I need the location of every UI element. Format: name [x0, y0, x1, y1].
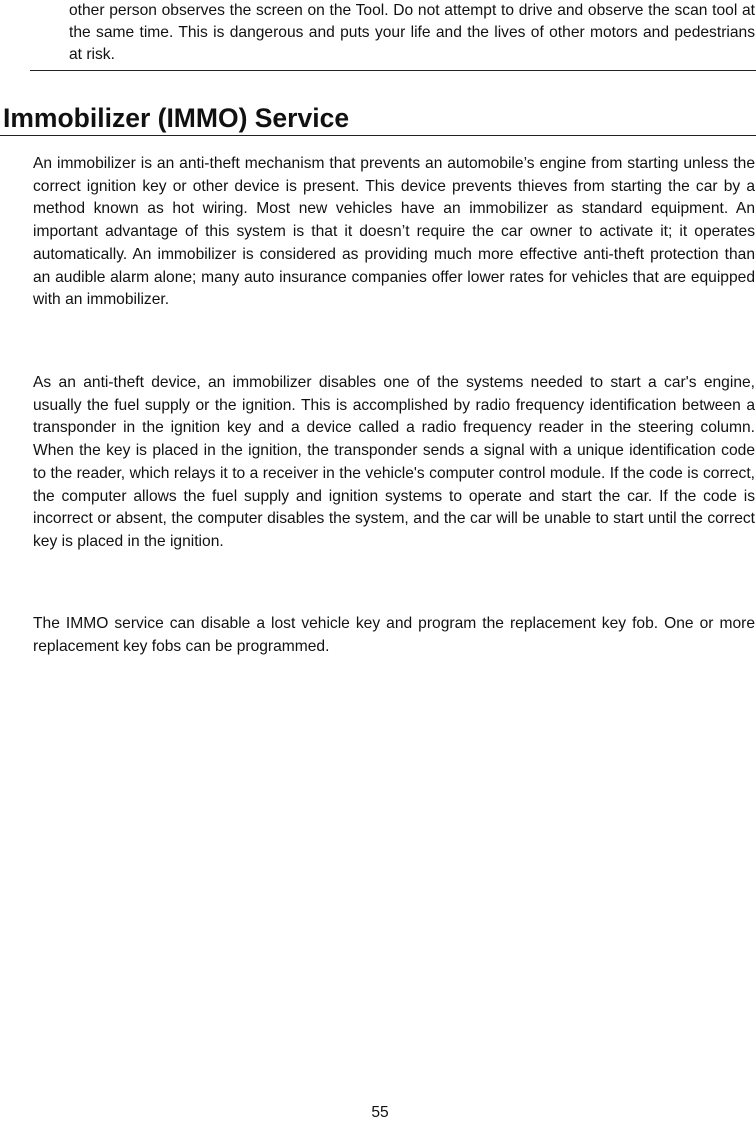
note-divider	[30, 70, 756, 71]
heading-divider	[0, 135, 756, 136]
warning-note-continuation: other person observes the screen on the Tool. Do not attempt to drive and observe the scan tool at the same time. This is dangerous and puts your life and the lives of other motors and pedestrians at risk.	[69, 2, 755, 63]
page-number: 55	[371, 1104, 389, 1121]
body-paragraph: As an anti-theft device, an immobilizer disables one of the systems needed to start a car's engine, usually the fuel supply or the ignition. This is accomplished by radio frequency identification between a transponder in the ignition key and a device called a radio frequency reader in the steering column. When the key is placed in the ignition, the transponder sends a signal with a unique identification code to the reader, which relays it to a receiver in the vehicle's computer control module. If the code is correct, the computer allows the fuel supply and ignition systems to operate and start the car. If the code is incorrect or absent, the computer disables the system, and the car will be unable to start until the correct key is placed in the ignition.	[33, 374, 755, 550]
section-heading: Immobilizer (IMMO) Service	[3, 103, 350, 133]
body-paragraph: An immobilizer is an anti-theft mechanism that prevents an automobile’s engine from starting unless the correct ignition key or other device is present. This device prevents thieves from starting the car by a method known as hot wiring. Most new vehicles have an immobilizer as standard equipment. An important advantage of this system is that it doesn’t require the car owner to activate it; it operates automatically. An immobilizer is considered as providing much more effective anti-theft protection than an audible alarm alone; many auto insurance companies offer lower rates for vehicles that are equipped with an immobilizer.	[33, 155, 755, 309]
body-paragraph: The IMMO service can disable a lost vehicle key and program the replacement key fob. One or more replacement key fobs can be programmed.	[33, 615, 755, 655]
